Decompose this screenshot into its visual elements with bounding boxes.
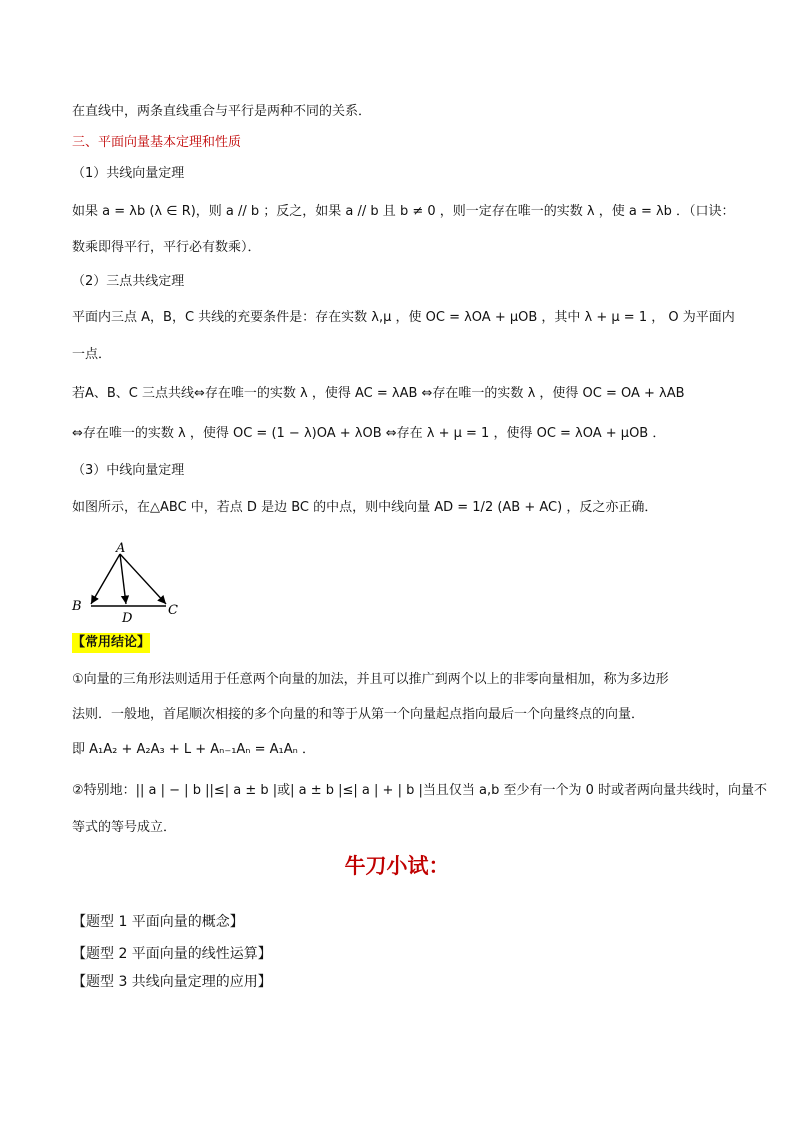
text-line: 法则．一般地，首尾顺次相接的多个向量的和等于从第一个向量起点指向最后一个向量终点的向量． [72, 707, 645, 722]
question-type-2: 【题型 2 平面向量的线性运算】 [72, 946, 272, 962]
section-heading: 三、平面向量基本定理和性质 [72, 135, 242, 150]
vector-ad [120, 554, 126, 604]
text-line: 即 A₁A₂ + A₂A₃ + L + Aₙ₋₁Aₙ = A₁Aₙ ． [72, 742, 315, 757]
text-line: ⇔存在唯一的实数 λ ，使得 OC = (1 − λ)OA + λOB ⇔存在 λ + μ = 1 ，使得 OC = λOA + μOB ． [72, 426, 666, 441]
text-line: ②特别地：|| a | − | b ||≤| a ± b |或| a ± b |≤| a | + | b |当且仅当 a,b 至少有一个为 0 时或者两向量共线时，向量不 [72, 783, 767, 798]
subheading: （1）共线向量定理 [72, 166, 185, 181]
triangle-figure [66, 540, 186, 626]
subheading: （3）中线向量定理 [72, 463, 185, 478]
question-type-3: 【题型 3 共线向量定理的应用】 [72, 974, 272, 990]
vector-ab [91, 554, 120, 604]
text-line: 若A、B、C 三点共线⇔存在唯一的实数 λ ，使得 AC = λAB ⇔存在唯一的实数 λ ，使得 OC = OA + λAB [72, 386, 685, 401]
text-line: 在直线中，两条直线重合与平行是两种不同的关系． [72, 104, 372, 119]
label-d: D [122, 611, 133, 626]
text-line: 如果 a = λb (λ ∈ R)，则 a // b ；反之，如果 a // b 且 b ≠ 0 ，则一定存在唯一的实数 λ ，使 a = λb ．（口诀： [72, 204, 735, 219]
text-line: 等式的等号成立． [72, 820, 177, 835]
text-line: 如图所示，在△ABC 中，若点 D 是边 BC 的中点，则中线向量 AD = 1/2 (AB + AC) ，反之亦正确． [72, 500, 658, 515]
vector-ac [120, 554, 166, 604]
text-line: 平面内三点 A，B，C 共线的充要条件是：存在实数 λ,μ ，使 OC = λOA + μOB ，其中 λ + μ = 1 ， O 为平面内 [72, 310, 735, 325]
common-conclusion-label: 【常用结论】 [72, 633, 150, 653]
label-a: A [116, 541, 126, 556]
label-c: C [168, 603, 178, 618]
question-type-1: 【题型 1 平面向量的概念】 [72, 914, 244, 930]
text-line: 数乘即得平行，平行必有数乘）． [72, 240, 261, 255]
subheading: （2）三点共线定理 [72, 274, 185, 289]
text-line: ①向量的三角形法则适用于任意两个向量的加法，并且可以推广到两个以上的非零向量相加，称为多边形 [72, 672, 669, 687]
text-line: 一点． [72, 347, 112, 362]
section-title: 牛刀小试： [344, 853, 450, 878]
label-b: B [72, 599, 82, 614]
